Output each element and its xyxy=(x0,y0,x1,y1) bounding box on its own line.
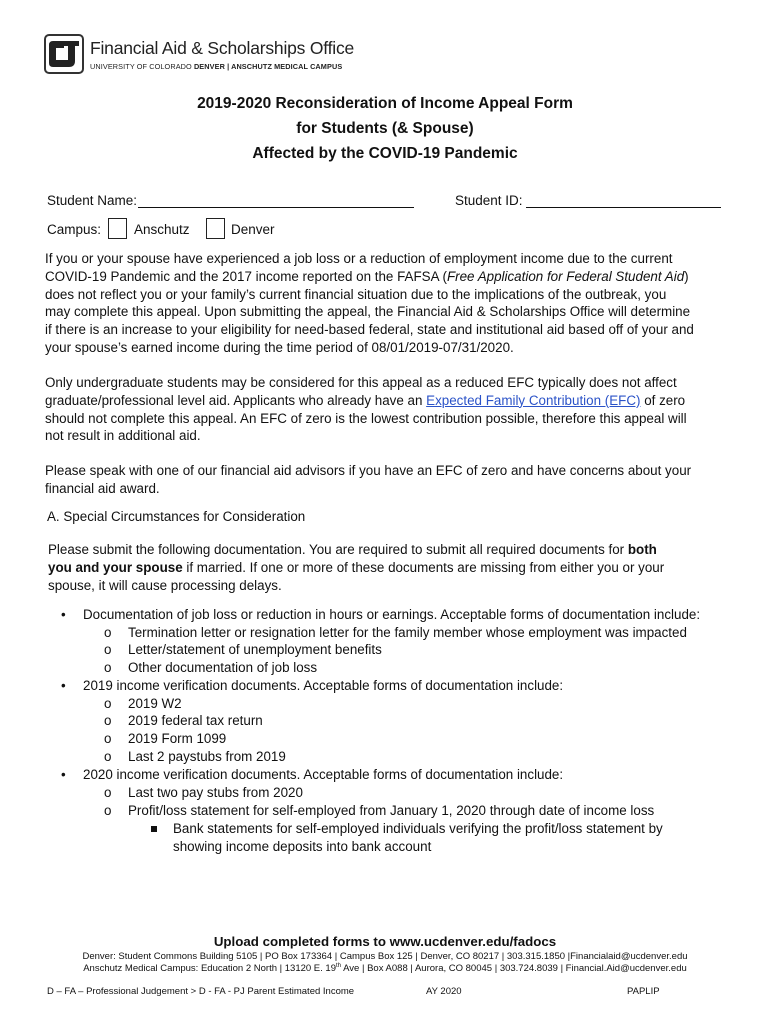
eligibility-paragraph: Only undergraduate students may be considered for this appeal as a reduced EFC typically does not affect graduate/professional level aid. Applicants who already have an Expected Family Contribution (EFC) of zero should not complete this appeal. An EFC of zero is the lowest contribution possible, therefore this appeal will not result in additional aid. xyxy=(45,375,687,444)
anschutz-option-label: Anschutz xyxy=(134,222,190,237)
bullet-icon: • xyxy=(61,767,66,782)
student-id-label: Student ID: xyxy=(455,193,523,208)
section-a-instructions: Please submit the following documentation. You are required to submit all required documents for both you and your spouse if married. If one or more of these documents are missing from either you or your spouse, it will cause processing delays. xyxy=(48,542,665,593)
campus-label: Campus: xyxy=(47,222,102,237)
org-subtitle: UNIVERSITY OF COLORADO DENVER | ANSCHUTZ MEDICAL CAMPUS xyxy=(90,62,343,71)
student-name-label: Student Name: xyxy=(47,193,138,208)
list-item: 2019 income verification documents. Acceptable forms of documentation include: xyxy=(83,678,564,693)
circle-bullet-icon: o xyxy=(104,696,112,711)
bullet-icon: • xyxy=(61,678,66,693)
denver-contact: Denver: Student Commons Building 5105 | PO Box 173364 | Campus Box 125 | Denver, CO 80217 | 303.315.1850 |Financialaid@ucdenver.edu xyxy=(82,951,688,962)
list-subitem: Other documentation of job loss xyxy=(128,660,318,675)
form-title-line2: for Students (& Spouse) xyxy=(296,120,474,137)
aid-year: AY 2020 xyxy=(426,986,462,997)
list-subitem: Termination letter or resignation letter for the family member whose employment was impacted xyxy=(128,625,687,640)
list-subitem: 2019 federal tax return xyxy=(128,713,263,728)
circle-bullet-icon: o xyxy=(104,713,112,728)
list-subsubitem: Bank statements for self-employed individuals verifying the profit/loss statement by showing income deposits into bank account xyxy=(173,821,663,854)
list-subitem: Profit/loss statement for self-employed from January 1, 2020 through date of income loss xyxy=(128,803,655,818)
square-bullet-icon xyxy=(151,826,157,832)
circle-bullet-icon: o xyxy=(104,785,112,800)
student-name-field[interactable] xyxy=(138,206,414,208)
list-item: 2020 income verification documents. Acceptable forms of documentation include: xyxy=(83,767,564,782)
form-title: 2019-2020 Reconsideration of Income Appeal Form xyxy=(197,95,573,112)
circle-bullet-icon: o xyxy=(104,731,112,746)
list-subitem: Last 2 paystubs from 2019 xyxy=(128,749,286,764)
circle-bullet-icon: o xyxy=(104,803,112,818)
list-item: Documentation of job loss or reduction in hours or earnings. Acceptable forms of documentation include: xyxy=(83,607,701,622)
denver-option-label: Denver xyxy=(231,222,275,237)
bullet-icon: • xyxy=(61,607,66,622)
list-subitem: Letter/statement of unemployment benefits xyxy=(128,642,382,657)
denver-checkbox[interactable] xyxy=(206,218,225,239)
form-code: D – FA – Professional Judgement > D - FA - PJ Parent Estimated Income xyxy=(47,986,355,997)
student-id-field[interactable] xyxy=(526,206,721,208)
efc-link[interactable]: Expected Family Contribution (EFC) xyxy=(426,392,641,408)
section-a-heading: A. Special Circumstances for Consideration xyxy=(47,509,306,524)
intro-paragraph: If you or your spouse have experienced a job loss or a reduction of employment income due to the current COVID-19 Pandemic and the 2017 income reported on the FAFSA (Free Application for Federal Student Aid) does not reflect you or your family’s current financial situation due to the implications of the outbreak, you may complete this appeal. Upon submitting the appeal, the Financial Aid & Scholarships Office will determine if there is an increase to your eligibility for need-based federal, state and institutional aid based off of your and your spouse’s earned income during the time period of 08/01/2019-07/31/2020. xyxy=(45,251,694,355)
cu-logo-icon xyxy=(44,34,84,74)
upload-instructions: Upload completed forms to www.ucdenver.edu/fadocs xyxy=(213,934,557,949)
circle-bullet-icon: o xyxy=(104,660,112,675)
list-subitem: 2019 W2 xyxy=(128,696,182,711)
anschutz-contact: Anschutz Medical Campus: Education 2 North | 13120 E. 19th Ave | Box A088 | Aurora, CO 80045 | 303.724.8039 | Financial.Aid@ucdenver.edu xyxy=(83,963,687,975)
circle-bullet-icon: o xyxy=(104,642,112,657)
advisor-paragraph: Please speak with one of our financial aid advisors if you have an EFC of zero and have concerns about your financial aid award. xyxy=(45,463,692,496)
org-name: Financial Aid & Scholarships Office xyxy=(90,38,355,58)
circle-bullet-icon: o xyxy=(104,749,112,764)
form-title-line3: Affected by the COVID-19 Pandemic xyxy=(252,145,518,162)
circle-bullet-icon: o xyxy=(104,625,112,640)
list-subitem: Last two pay stubs from 2020 xyxy=(128,785,303,800)
document-id: PAPLIP xyxy=(627,986,660,997)
anschutz-checkbox[interactable] xyxy=(108,218,127,239)
list-subitem: 2019 Form 1099 xyxy=(128,731,227,746)
